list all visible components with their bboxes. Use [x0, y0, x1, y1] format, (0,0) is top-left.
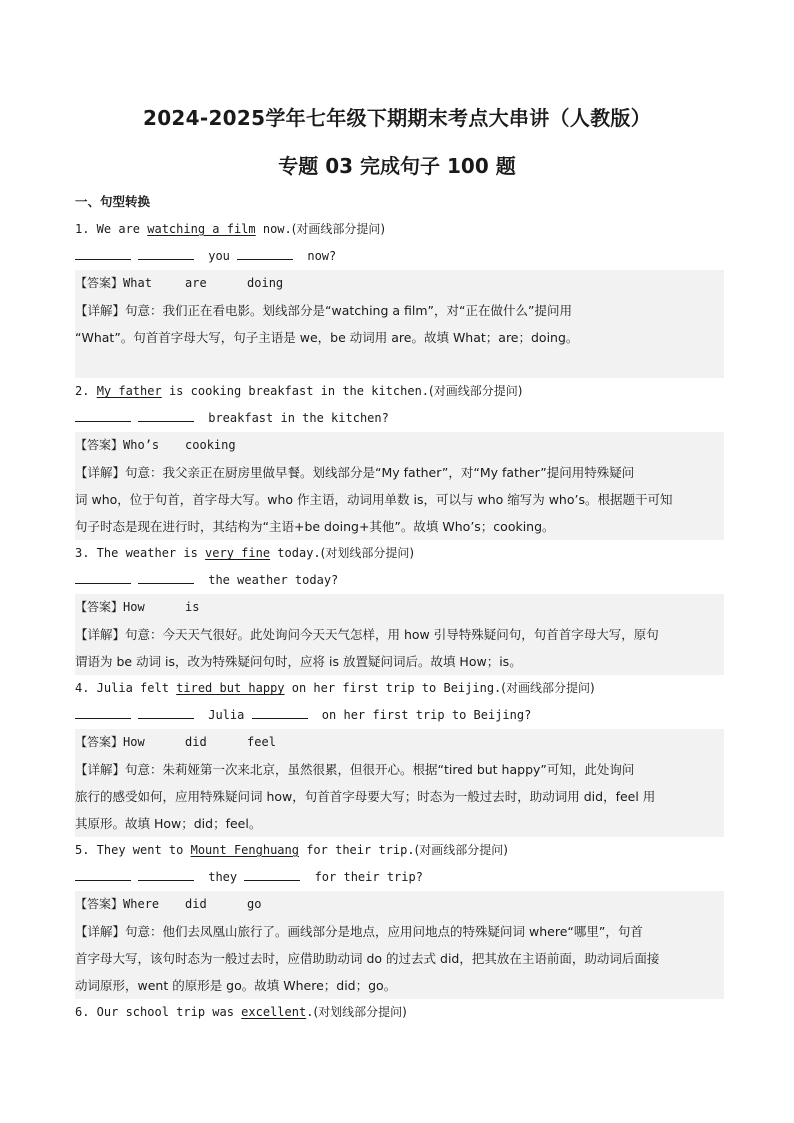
document-title: 2024-2025学年七年级下期期末考点大串讲（人教版）: [142, 106, 652, 130]
detail-line: [75, 621, 724, 648]
question-5: [75, 837, 724, 864]
question-note: (对画线部分提问): [429, 384, 523, 398]
answer-blank: [138, 704, 194, 719]
answer-value: are: [185, 276, 207, 290]
question-text: 4. Julia felt: [75, 681, 177, 695]
detail-text: 谓语为 be 动词 is，改为特殊疑问句时，应将 is 放置疑问词后。故填 How；is。: [75, 654, 522, 669]
blank-text: now?: [300, 249, 337, 263]
detail-text: 句意：今天天气很好。此处询问今天天气怎样，用 how 引导特殊疑问句，句首首字母大写，原句: [125, 627, 659, 642]
detail-line: [75, 810, 724, 837]
blank-text: they: [201, 870, 245, 884]
detail-text: 句意：我父亲正在厨房里做早餐。划线部分是“My father”，对“My father”提问用特殊疑问: [125, 465, 635, 480]
blank-text: the weather today?: [201, 573, 339, 587]
detail-line: [75, 486, 724, 513]
answer-blank: [138, 569, 194, 584]
answer-value: did: [185, 897, 207, 911]
answer-blank: [237, 245, 293, 260]
answer-block: [75, 432, 724, 540]
question-4: [75, 675, 724, 702]
answer-line: [75, 270, 724, 297]
question-text: 5. They went to: [75, 843, 191, 857]
blank-line: [75, 567, 724, 594]
answer-blank: [75, 866, 131, 881]
question-text: 2.: [75, 384, 97, 398]
detail-label: 【详解】: [75, 762, 126, 777]
detail-text: 旅行的感受如何，应用特殊疑问词 how，句首首字母要大写；时态为一般过去时，助动词用 did，feel 用: [75, 789, 656, 804]
answer-label: 【答案】: [75, 735, 124, 749]
answer-value: go: [247, 897, 262, 911]
answer-blank: [244, 866, 300, 881]
detail-text: 其原形。故填 How；did；feel。: [75, 816, 262, 831]
detail-line: [75, 513, 724, 540]
detail-label: 【详解】: [75, 627, 126, 642]
spacer: [75, 351, 724, 378]
answer-value: did: [185, 735, 207, 749]
question-text: on her first trip to Beijing.: [284, 681, 502, 695]
answer-line: [75, 432, 724, 459]
answer-line: [75, 729, 724, 756]
blank-line: [75, 702, 724, 729]
question-text: today.: [270, 546, 321, 560]
detail-line: [75, 756, 724, 783]
detail-label: 【详解】: [75, 924, 126, 939]
detail-text: 首字母大写，该句时态为一般过去时，应借助助动词 do 的过去式 did，把其放在主语前面，助动词后面接: [75, 951, 660, 966]
answer-blank: [75, 245, 131, 260]
question-2: [75, 378, 724, 405]
detail-line: [75, 324, 724, 351]
underlined-phrase: tired but happy: [176, 681, 285, 695]
question-text: 1. We are: [75, 222, 148, 236]
answer-block: [75, 729, 724, 837]
detail-line: [75, 297, 724, 324]
underlined-phrase: excellent: [241, 1005, 307, 1019]
answer-value: How: [123, 735, 145, 749]
detail-text: 句意：朱莉娅第一次来北京，虽然很累，但很开心。根据“tired but happy”可知，此处询问: [125, 762, 635, 777]
question-text: for their trip.: [298, 843, 415, 857]
detail-line: [75, 783, 724, 810]
answer-label: 【答案】: [75, 276, 124, 290]
section-heading: 一、句型转换: [75, 194, 151, 209]
question-note: (对画线部分提问): [291, 222, 386, 236]
answer-label: 【答案】: [75, 600, 124, 614]
detail-line: [75, 648, 724, 675]
detail-text: 动词原形，went 的原形是 go。故填 Where；did；go。: [75, 978, 397, 993]
question-3: [75, 540, 724, 567]
answer-block: [75, 594, 724, 675]
document-subtitle: 专题 03 完成句子 100 题: [278, 154, 516, 178]
detail-text: 句子时态是现在进行时，其结构为“主语+be doing+其他”。故填 Who’s；cooking。: [75, 519, 555, 534]
underlined-phrase: very fine: [205, 546, 271, 560]
answer-line: [75, 891, 724, 918]
blank-line: [75, 243, 724, 270]
detail-text: 词 who，位于句首，首字母大写。who 作主语，动词用单数 is，可以与 who 缩写为 who’s。根据题干可知: [75, 492, 673, 507]
answer-blank: [138, 866, 194, 881]
question-text: 6. Our school trip was: [75, 1005, 242, 1019]
answer-value: cooking: [185, 438, 236, 452]
question-6: [75, 999, 724, 1026]
blank-text: breakfast in the kitchen?: [201, 411, 389, 425]
question-note: (对画线部分提问): [414, 843, 508, 857]
answer-line: [75, 594, 724, 621]
answer-blank: [75, 569, 131, 584]
detail-label: 【详解】: [75, 303, 126, 318]
detail-label: 【详解】: [75, 465, 126, 480]
detail-line: [75, 972, 724, 999]
blank-text: on her first trip to Beijing?: [314, 708, 532, 722]
blank-line: [75, 864, 724, 891]
answer-label: 【答案】: [75, 897, 124, 911]
question-text: is cooking breakfast in the kitchen.: [161, 384, 430, 398]
answer-blank: [138, 245, 194, 260]
answer-label: 【答案】: [75, 438, 124, 452]
blank-text: you: [201, 249, 238, 263]
blank-text: Julia: [201, 708, 252, 722]
answer-blank: [252, 704, 308, 719]
question-1: [75, 216, 724, 243]
question-list: [75, 216, 724, 1026]
detail-text: “What”。句首首字母大写，句子主语是 we，be 动词用 are。故填 What；are；doing。: [75, 330, 579, 345]
answer-blank: [138, 407, 194, 422]
blank-text: for their trip?: [307, 870, 423, 884]
answer-value: doing: [247, 276, 284, 290]
answer-block: [75, 270, 724, 378]
answer-value: Where: [123, 897, 160, 911]
answer-value: is: [185, 600, 200, 614]
question-text: .: [306, 1005, 314, 1019]
question-text: 3. The weather is: [75, 546, 206, 560]
detail-text: 句意：他们去凤凰山旅行了。画线部分是地点，应用问地点的特殊疑问词 where“哪里”，句首: [125, 924, 643, 939]
underlined-phrase: watching a film: [147, 222, 256, 236]
blank-line: [75, 405, 724, 432]
underlined-phrase: Mount Fenghuang: [190, 843, 299, 857]
detail-line: [75, 918, 724, 945]
answer-blank: [75, 407, 131, 422]
question-text: now.: [255, 222, 292, 236]
answer-blank: [75, 704, 131, 719]
question-note: (对画线部分提问): [501, 681, 595, 695]
answer-value: feel: [247, 735, 276, 749]
underlined-phrase: My father: [96, 384, 162, 398]
answer-block: [75, 891, 724, 999]
question-note: (对划线部分提问): [313, 1005, 407, 1019]
detail-line: [75, 945, 724, 972]
answer-value: Who’s: [123, 438, 160, 452]
question-note: (对划线部分提问): [320, 546, 415, 560]
answer-value: What: [123, 276, 152, 290]
detail-text: 句意：我们正在看电影。划线部分是“watching a film”，对“正在做什么”提问用: [125, 303, 572, 318]
answer-value: How: [123, 600, 145, 614]
detail-line: [75, 459, 724, 486]
